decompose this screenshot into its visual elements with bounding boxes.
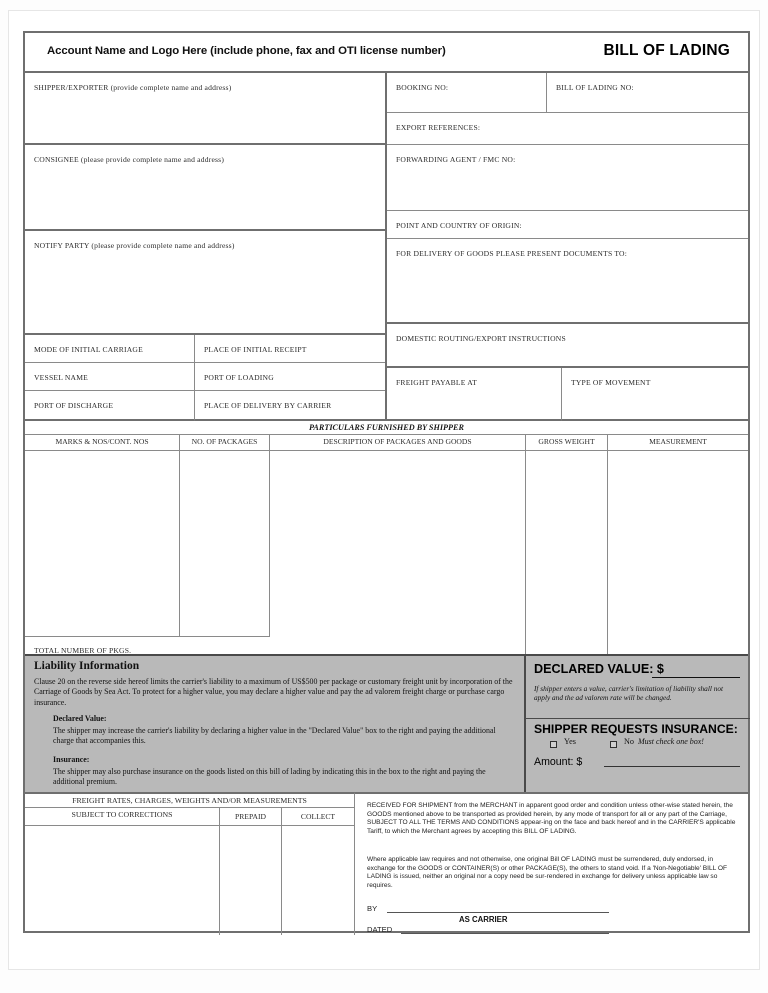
total-number-of-pkgs-field[interactable] — [25, 636, 270, 654]
signature-dated-line[interactable] — [401, 933, 609, 934]
insurance-amount-input-line[interactable] — [604, 766, 740, 767]
insurance-amount-label: Amount: $ — [534, 756, 583, 768]
received-paragraph-2: Where applicable law requires and not othenwise, one original Bill OF LADING must be surrendered, duly endorsed, in exchange for the GOODS or CONTAINER(S) or other PACKAGE(S), the others to stand void. If a 'Non-Negotiable' BILL OF LADING is issued, neither an original nor a copy need be sur-rendered in exchange for delivery unless applicable law so requires. — [367, 856, 728, 889]
collect-header — [282, 808, 355, 826]
point-country-origin-field[interactable] — [387, 211, 748, 239]
column-header-measurement-label: MEASUREMENT — [649, 437, 707, 446]
total-number-of-pkgs-label: TOTAL NUMBER OF PKGS. — [34, 646, 132, 654]
insurance-subheading: Insurance: — [53, 755, 90, 764]
shipper-exporter-field[interactable] — [25, 73, 385, 145]
freight-payable-at-label: FREIGHT PAYABLE AT — [396, 378, 477, 387]
bill-of-lading-no-label: BILL OF LADING NO: — [556, 83, 634, 92]
must-check-one-box-note: Must check one box! — [638, 737, 704, 746]
insurance-yes-checkbox[interactable] — [550, 741, 557, 748]
particulars-cell-description[interactable] — [270, 451, 526, 654]
booking-no-field[interactable] — [387, 73, 547, 113]
shipper-exporter-label: SHIPPER/EXPORTER (provide complete name and address) — [34, 83, 232, 92]
declared-value-note: If shipper enters a value, carrier's limitation of liability shall not apply and the ad valorem rate will be changed. — [534, 684, 724, 703]
export-references-label: EXPORT REFERENCES: — [396, 123, 481, 132]
page-title: BILL OF LADING — [603, 42, 730, 59]
declared-value-panel — [524, 654, 748, 792]
delivery-documents-label: FOR DELIVERY OF GOODS PLEASE PRESENT DOCUMENTS TO: — [396, 249, 628, 258]
freight-rates-header — [25, 792, 355, 808]
insurance-no-label: No — [624, 737, 635, 746]
port-of-loading-field[interactable] — [195, 363, 385, 391]
type-of-movement-label: TYPE OF MOVEMENT — [571, 378, 651, 387]
prepaid-header — [220, 808, 282, 826]
notify-party-label: NOTIFY PARTY (please provide complete name and address) — [34, 241, 235, 250]
freight-charges-cell[interactable] — [25, 826, 220, 935]
account-name-logo-label: Account Name and Logo Here (include phone, fax and OTI license number) — [47, 45, 446, 57]
prepaid-label: PREPAID — [235, 812, 266, 821]
particulars-banner — [25, 421, 748, 435]
port-of-discharge-label: PORT OF DISCHARGE — [34, 401, 114, 410]
signature-by-label: BY — [367, 904, 378, 913]
collect-label: COLLECT — [300, 812, 336, 821]
liability-intro-text: Clause 20 on the reverse side hereof limits the carrier's liability to a maximum of US$500 per package or customary freight unit by incorporation of the Carriage of Goods by Sea Act. To protect for a higher value, you may declare a higher value and pay the ad valorem freight charge or purchase cargo insurance. — [34, 677, 513, 707]
insurance-divider — [526, 718, 750, 719]
declared-value-text: The shipper may increase the carrier's liability by declaring a higher value in the "Declared Value" box to the right and paying the additional charge that accompanies this. — [53, 726, 496, 746]
insurance-yes-label: Yes — [564, 737, 576, 746]
column-header-packages-label: NO. OF PACKAGES — [191, 437, 258, 446]
forwarding-agent-field[interactable] — [387, 145, 748, 211]
insurance-text: The shipper may also purchase insurance on the goods listed on this bill of lading by indicating this in the box to the right and paying the additional premium. — [53, 767, 486, 787]
column-header-description-label: DESCRIPTION OF PACKAGES AND GOODS — [323, 437, 472, 446]
mode-of-initial-carriage-label: MODE OF INITIAL CARRIAGE — [34, 345, 143, 354]
booking-no-label: BOOKING NO: — [396, 83, 449, 92]
subject-to-corrections-header — [25, 808, 220, 826]
signature-by-line[interactable] — [387, 912, 609, 913]
delivery-documents-field[interactable] — [387, 239, 748, 324]
vessel-name-label: VESSEL NAME — [34, 373, 89, 382]
consignee-field[interactable] — [25, 145, 385, 231]
point-country-origin-label: POINT AND COUNTRY OF ORIGIN: — [396, 221, 522, 230]
place-of-initial-receipt-label: PLACE OF INITIAL RECEIPT — [204, 345, 307, 354]
mode-of-initial-carriage-field[interactable] — [25, 335, 195, 363]
declared-value-title: DECLARED VALUE: $ — [534, 662, 664, 676]
domestic-routing-field[interactable] — [387, 324, 748, 368]
particulars-cell-gross-weight[interactable] — [526, 451, 608, 654]
signature-dated-label: DATED — [367, 925, 393, 934]
forwarding-agent-label: FORWARDING AGENT / FMC NO: — [396, 155, 516, 164]
column-header-marks — [25, 435, 180, 451]
column-header-gross-weight — [526, 435, 608, 451]
port-of-discharge-field[interactable] — [25, 391, 195, 421]
page-frame — [8, 10, 760, 970]
shipper-requests-insurance-title: SHIPPER REQUESTS INSURANCE: — [534, 722, 738, 736]
column-header-marks-label: MARKS & NOS/CONT. NOS — [55, 437, 149, 446]
declared-value-input-line[interactable] — [652, 677, 740, 678]
domestic-routing-label: DOMESTIC ROUTING/EXPORT INSTRUCTIONS — [396, 334, 566, 343]
type-of-movement-field[interactable] — [562, 368, 748, 421]
bill-of-lading-no-field[interactable] — [547, 73, 748, 113]
freight-rates-header-label: FREIGHT RATES, CHARGES, WEIGHTS AND/OR MEASUREMENTS — [72, 796, 307, 805]
received-for-shipment-panel — [355, 792, 748, 935]
subject-to-corrections-label: SUBJECT TO CORRECTIONS — [71, 810, 173, 819]
notify-party-field[interactable] — [25, 231, 385, 335]
insurance-no-checkbox[interactable] — [610, 741, 617, 748]
prepaid-cell[interactable] — [220, 826, 282, 935]
collect-cell[interactable] — [282, 826, 355, 935]
particulars-cell-measurement[interactable] — [608, 451, 748, 654]
place-of-delivery-field[interactable] — [195, 391, 385, 421]
column-header-description — [270, 435, 526, 451]
vessel-name-field[interactable] — [25, 363, 195, 391]
particulars-cell-packages[interactable] — [180, 451, 270, 636]
particulars-cell-marks[interactable] — [25, 451, 180, 636]
column-header-gross-weight-label: GROSS WEIGHT — [538, 437, 595, 446]
export-references-field[interactable] — [387, 113, 748, 145]
port-of-loading-label: PORT OF LOADING — [204, 373, 274, 382]
received-paragraph-1: RECEIVED FOR SHIPMENT from the MERCHANT in apparent good order and condition unless other-wise stated herein, the GOODS mentioned above to be transported as provided herein, by any mode of transport for all or any part of the Carriage, SUBJECT TO ALL THE TERMS AND CONDITIONS appear-ing on the face and back hereof and in the CARRIER'S applicable Tariff, to which the Merchant agrees by accepting this BILL OF LADING. — [367, 802, 736, 835]
freight-payable-at-field[interactable] — [387, 368, 562, 421]
place-of-delivery-label: PLACE OF DELIVERY BY CARRIER — [204, 401, 332, 410]
declared-value-subheading: Declared Value: — [53, 714, 107, 723]
column-header-packages — [180, 435, 270, 451]
liability-heading: Liability Information — [34, 660, 140, 672]
place-of-initial-receipt-field[interactable] — [195, 335, 385, 363]
consignee-label: CONSIGNEE (please provide complete name and address) — [34, 155, 225, 164]
column-header-measurement — [608, 435, 748, 451]
particulars-banner-label: PARTICULARS FURNISHED BY SHIPPER — [309, 423, 464, 432]
form-title-bar — [25, 33, 748, 73]
as-carrier-label: AS CARRIER — [459, 915, 508, 924]
bill-of-lading-form — [23, 31, 750, 933]
